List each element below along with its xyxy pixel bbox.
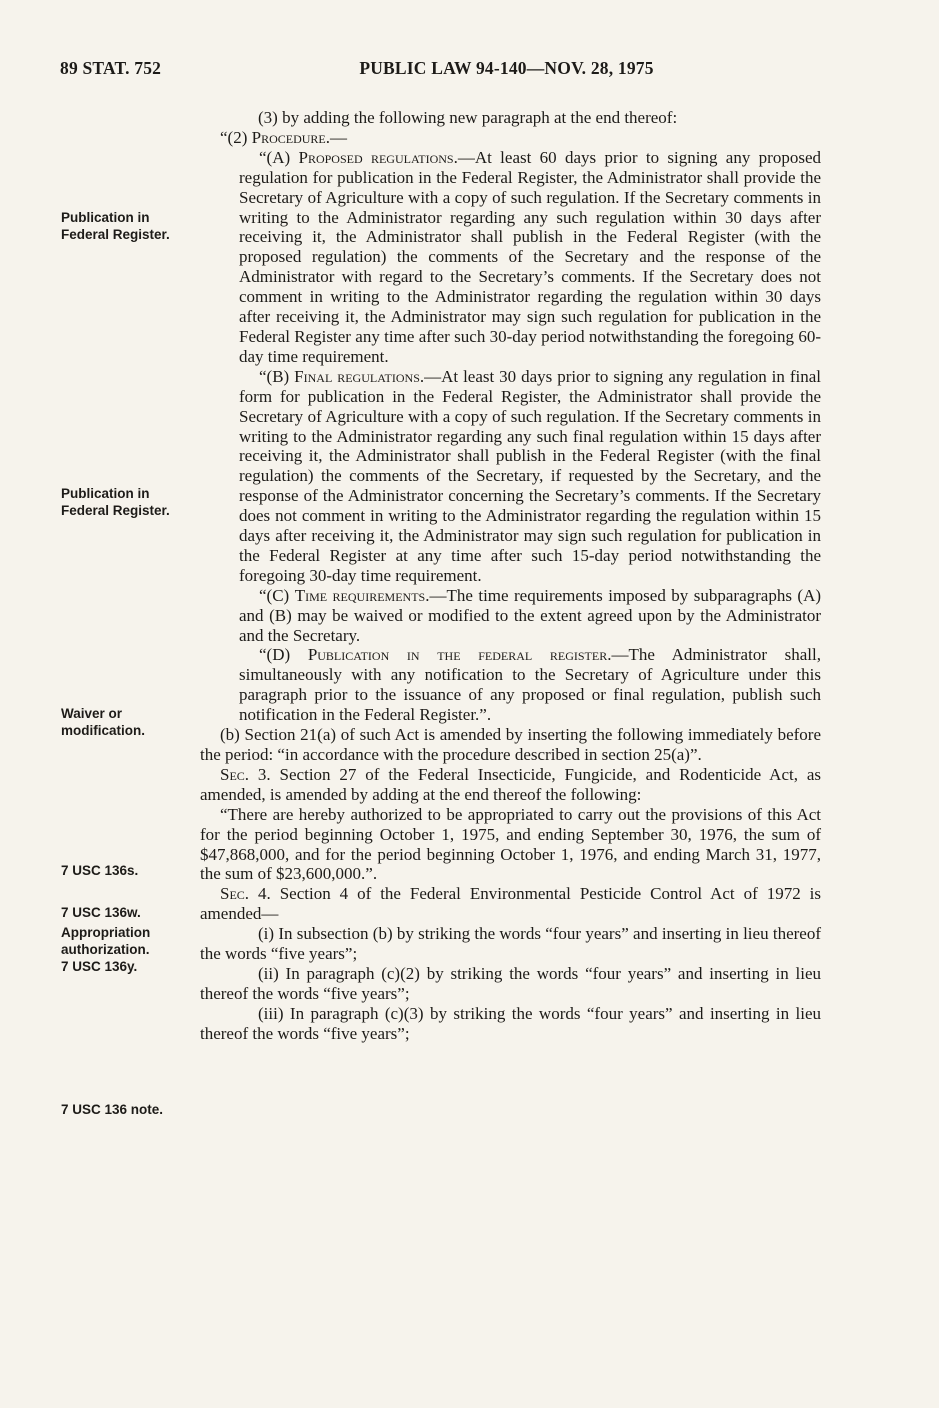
subparagraph-a: “(A) Proposed regulations.—At least 60 days prior to signing any proposed regulation for publication in the Federal Register, the Administrator shall provide the Secretary of Agriculture with a copy of such regulation. If the Secretary comments in writing to the Administrator regarding any such regulation within 30 days after receiving it, the Administrator shall publish in the Federal Register (with the proposed regulation) the comments of the Secretary and the response of the Administrator with regard to the Secretary’s comments. If the Secretary does not comment in writing to the Administrator regarding the regulation within 30 days after receiving it, the Administrator may sign such regulation for publication in the Federal Register any time after such 30-day period notwithstanding the foregoing 60-day time requirement. [239,147,821,366]
appropriation-text: “There are hereby authorized to be appropriated to carry out the provisions of this Act for the period beginning October 1, 1975, and ending September 30, 1976, the sum of $47,868,000, and for the period beginning October 1, 1976, and ending March 31, 1977, the sum of $23,600,000.”. [200,804,821,884]
paragraph-b: (b) Section 21(a) of such Act is amended by inserting the following immediately before the period: “in accordance with the procedure described in section 25(a)”. [200,725,821,764]
subparagraph-d: “(D) Publication in the federal register.—The Administrator shall, simultaneously with any notification to the Secretary of Agriculture under this paragraph prior to the issuance of any proposed or final regulation, publish such notification in the Federal Register.”. [239,645,821,725]
margin-note-7usc136-note: 7 USC 136 note. [61,1102,164,1117]
margin-note-appropriation: Appropriation authorization. 7 USC 136y. [61,925,151,974]
margin-note-7usc136w: 7 USC 136w. [61,905,141,920]
margin-note-publication-1: Publication in Federal Register. [61,210,170,242]
paragraph-3: (3) by adding the following new paragraph at the end thereof: [258,108,678,127]
statute-body [200,108,821,1044]
clause-iii: (iii) In paragraph (c)(3) by striking the words “four years” and inserting in lieu thereof the words “five years”; [200,1003,821,1043]
margin-note-publication-2: Publication in Federal Register. [61,486,170,518]
margin-note-7usc136s: 7 USC 136s. [61,863,139,878]
paragraph-2-procedure: “(2) Procedure.— [220,127,347,147]
margin-note-waiver: Waiver or modification. [61,706,145,738]
running-head: PUBLIC LAW 94-140—NOV. 28, 1975 [359,58,654,78]
clause-i: (i) In subsection (b) by striking the words “four years” and inserting in lieu thereof the words “five years”; [200,924,821,964]
subparagraph-b: “(B) Final regulations.—At least 30 days prior to signing any regulation in final form for publication in the Federal Register, the Administrator shall provide the Secretary of Agriculture with a copy of such regulation. If the Secretary comments in writing to the Administrator regarding any such final regulation within 15 days after receiving it, the Administrator shall publish in the Federal Register (with the final regulation) the comments of the Secretary, if requested by the Secretary, and the response of the Administrator concerning the Secretary’s comments. If the Secretary does not comment in writing to the Administrator regarding the regulation within 15 days after receiving it, the Administrator may sign such regulation for publication in the Federal Register at any time after such 15-day period notwithstanding the foregoing 30-day time requirement. [239,366,821,585]
clause-ii: (ii) In paragraph (c)(2) by striking the words “four years” and inserting in lieu thereof the words “five years”; [200,963,821,1003]
subparagraph-c: “(C) Time requirements.—The time requirements imposed by subparagraphs (A) and (B) may be waived or modified to the extent agreed upon by the Administrator and the Secretary. [239,585,822,645]
section-3: Sec. 3. Section 27 of the Federal Insecticide, Fungicide, and Rodenticide Act, as amended, is amended by adding at the end thereof the following: [200,764,821,804]
stat-page-number: 89 STAT. 752 [60,58,162,78]
section-4: Sec. 4. Section 4 of the Federal Environmental Pesticide Control Act of 1972 is amended— [200,884,821,924]
